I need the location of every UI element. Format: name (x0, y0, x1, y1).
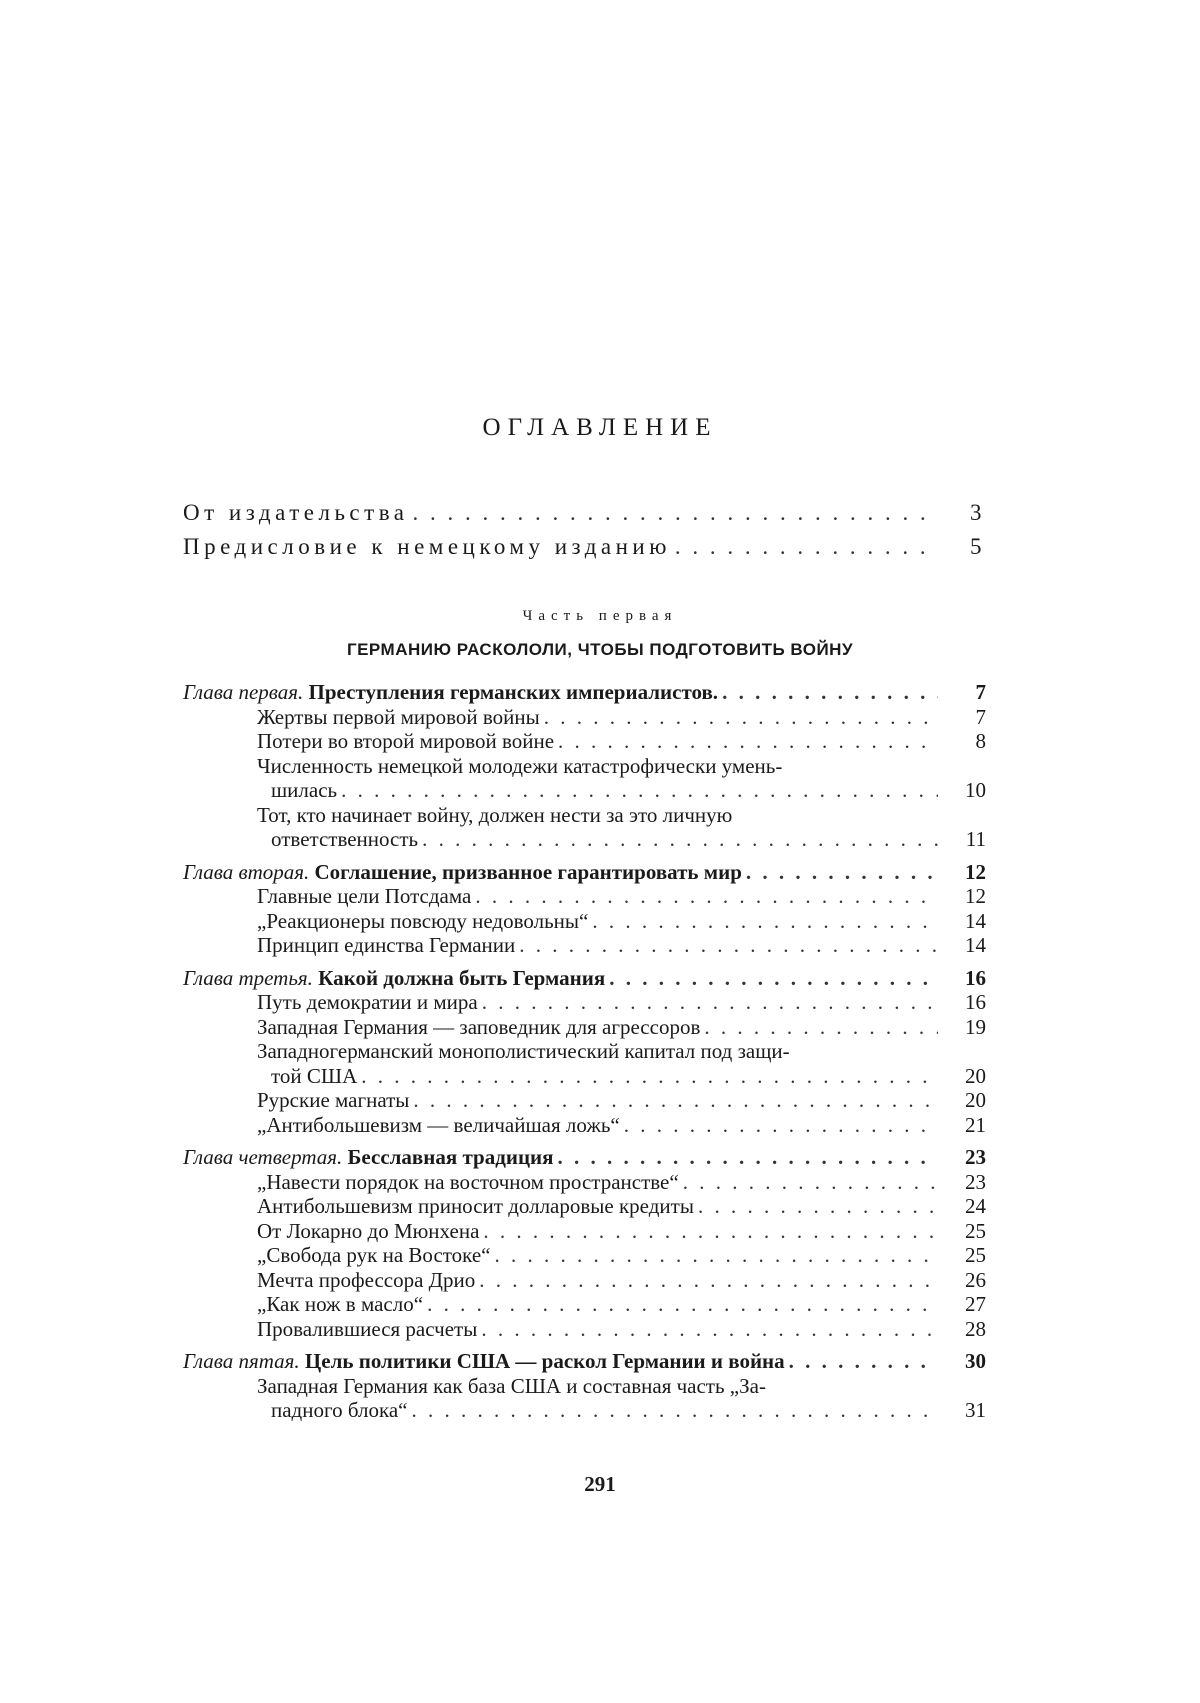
section-line: Западная Германия как база США и составная часть „За- (257, 1373, 766, 1398)
section-line: Тот, кто начинает войну, должен нести за это личную (257, 802, 733, 827)
chapter-page: 30 (965, 1349, 986, 1373)
section-page: 23 (965, 1169, 986, 1194)
section-entry (183, 1088, 986, 1113)
part-label: Часть первая (522, 608, 678, 624)
section-page: 16 (965, 990, 986, 1014)
section-line: „Антибольшевизм — величайшая ложь“ (257, 1112, 620, 1137)
section-line: „Навести порядок на восточном пространстве“ (257, 1169, 679, 1194)
chapter-page: 23 (965, 1145, 986, 1169)
chapter-block (183, 966, 986, 1138)
section-entry (183, 803, 986, 852)
chapter-page: 12 (965, 859, 986, 884)
section-page: 19 (965, 1014, 986, 1039)
leader-dots (722, 680, 938, 705)
section-page: 20 (965, 1088, 986, 1112)
section-entry (183, 1374, 986, 1423)
entry-page: 3 (970, 500, 986, 525)
section-line: шилась (271, 778, 338, 802)
section-entry (183, 1194, 986, 1219)
section-page: 14 (965, 908, 986, 933)
chapter-title: Бесславная традиция (347, 1145, 554, 1169)
leader-dots (483, 1219, 938, 1244)
section-page: 31 (965, 1398, 986, 1422)
section-page: 25 (965, 1218, 986, 1243)
section-line: Мечта профессора Дрио (257, 1267, 476, 1292)
section-page: 11 (965, 827, 986, 851)
leader-dots (683, 1170, 938, 1195)
section-line: той США (271, 1063, 358, 1088)
chapter-heading (183, 1145, 986, 1170)
leader-dots (789, 1349, 938, 1374)
leader-dots (412, 1398, 939, 1423)
chapter-block (183, 1349, 986, 1423)
section-line: Антибольшевизм приносит долларовые кредиты (257, 1194, 694, 1218)
chapter-title: Какой должна быть Германия (318, 965, 606, 990)
section-entry (183, 754, 986, 803)
section-line: „Реакционеры повсюду недовольны“ (257, 908, 589, 933)
section-page: 8 (975, 729, 986, 753)
section-line: Путь демократии и мира (257, 990, 478, 1014)
section-entry (183, 884, 986, 909)
chapter-heading (183, 680, 986, 705)
section-entry (183, 1039, 986, 1088)
section-line: Рурские магнаты (257, 1088, 410, 1112)
leader-dots (609, 966, 938, 991)
leader-dots (495, 1243, 939, 1268)
leader-dots (361, 1064, 938, 1089)
chapter-prefix: Глава четвертая. (183, 1145, 343, 1169)
leader-dots (479, 1268, 938, 1293)
leader-dots (475, 884, 938, 909)
section-entry (183, 729, 986, 754)
chapter-prefix: Глава пятая. (183, 1349, 300, 1373)
section-entry (183, 1317, 986, 1342)
section-entry (183, 1015, 986, 1040)
section-entry (183, 1113, 986, 1138)
entry-label: От издательства (183, 500, 409, 525)
section-page: 21 (965, 1112, 986, 1137)
section-line: Потери во второй мировой войне (257, 729, 555, 753)
chapter-title: Цель политики США — раскол Германии и война (304, 1349, 785, 1373)
leader-dots (544, 705, 938, 730)
leader-dots (698, 1194, 938, 1219)
section-page: 20 (965, 1063, 986, 1088)
chapter-page: 7 (975, 680, 986, 704)
section-entry (183, 909, 986, 934)
leader-dots (481, 1317, 938, 1342)
section-line: „Свобода рук на Востоке“ (257, 1243, 491, 1267)
leader-dots (558, 729, 938, 754)
chapter-block (183, 860, 986, 958)
section-line: Западная Германия — заповедник для агрессоров (257, 1014, 701, 1039)
front-matter-entry (183, 500, 986, 526)
page-number: 291 (584, 1472, 616, 1496)
section-page: 7 (975, 704, 986, 729)
leader-dots (704, 1015, 938, 1040)
chapter-prefix: Глава третья. (183, 965, 313, 990)
section-entry (183, 1268, 986, 1293)
section-line: От Локарно до Мюнхена (257, 1218, 480, 1243)
leader-dots (558, 1145, 938, 1170)
chapter-block (183, 680, 986, 852)
section-entry (183, 1170, 986, 1195)
section-entry (183, 990, 986, 1015)
section-line: Принцип единства Германии (257, 933, 516, 957)
table-of-contents (183, 680, 986, 1431)
section-line: Жертвы первой мировой войны (257, 704, 540, 729)
toc-title: ОГЛАВЛЕНИЕ (482, 414, 718, 441)
chapter-page: 16 (965, 965, 986, 990)
section-entry (183, 1219, 986, 1244)
section-line: Главные цели Потсдама (257, 884, 472, 908)
leader-dots (746, 860, 938, 885)
leader-dots (427, 1292, 938, 1317)
leader-dots (675, 534, 938, 560)
section-page: 25 (965, 1243, 986, 1267)
front-matter-entry (183, 534, 986, 560)
section-line: Западногерманский монополистический капитал под защи- (257, 1039, 790, 1063)
section-line: Провалившиеся расчеты (257, 1316, 478, 1341)
section-entry (183, 705, 986, 730)
section-line: Численность немецкой молодежи катастрофически умень- (257, 753, 783, 778)
chapter-prefix: Глава вторая. (183, 859, 310, 884)
leader-dots (412, 500, 938, 526)
chapter-heading (183, 966, 986, 991)
chapter-prefix: Глава первая. (183, 680, 304, 704)
entry-label: Предисловие к немецкому изданию (183, 534, 671, 559)
leader-dots (592, 909, 938, 934)
entry-page: 5 (970, 534, 986, 559)
section-page: 26 (965, 1267, 986, 1292)
chapter-heading (183, 1349, 986, 1374)
section-entry (183, 933, 986, 958)
part-title: ГЕРМАНИЮ РАСКОЛОЛИ, ЧТОБЫ ПОДГОТОВИТЬ ВОЙНУ (346, 640, 854, 659)
section-entry (183, 1243, 986, 1268)
section-line: падного блока“ (271, 1398, 408, 1422)
leader-dots (413, 1088, 938, 1113)
section-page: 27 (965, 1292, 986, 1316)
section-page: 10 (965, 778, 986, 802)
leader-dots (341, 778, 938, 803)
section-page: 14 (965, 933, 986, 957)
section-page: 24 (965, 1194, 986, 1218)
chapter-heading (183, 860, 986, 885)
section-page: 28 (965, 1316, 986, 1341)
leader-dots (624, 1113, 938, 1138)
section-line: „Как нож в масло“ (257, 1292, 424, 1316)
section-line: ответственность (271, 827, 419, 851)
chapter-block (183, 1145, 986, 1341)
chapter-title: Преступления германских империалистов. (308, 680, 719, 704)
section-entry (183, 1292, 986, 1317)
leader-dots (519, 933, 938, 958)
chapter-title: Соглашение, призванное гарантировать мир (314, 859, 742, 884)
leader-dots (482, 990, 938, 1015)
section-page: 12 (965, 884, 986, 908)
leader-dots (422, 827, 938, 852)
